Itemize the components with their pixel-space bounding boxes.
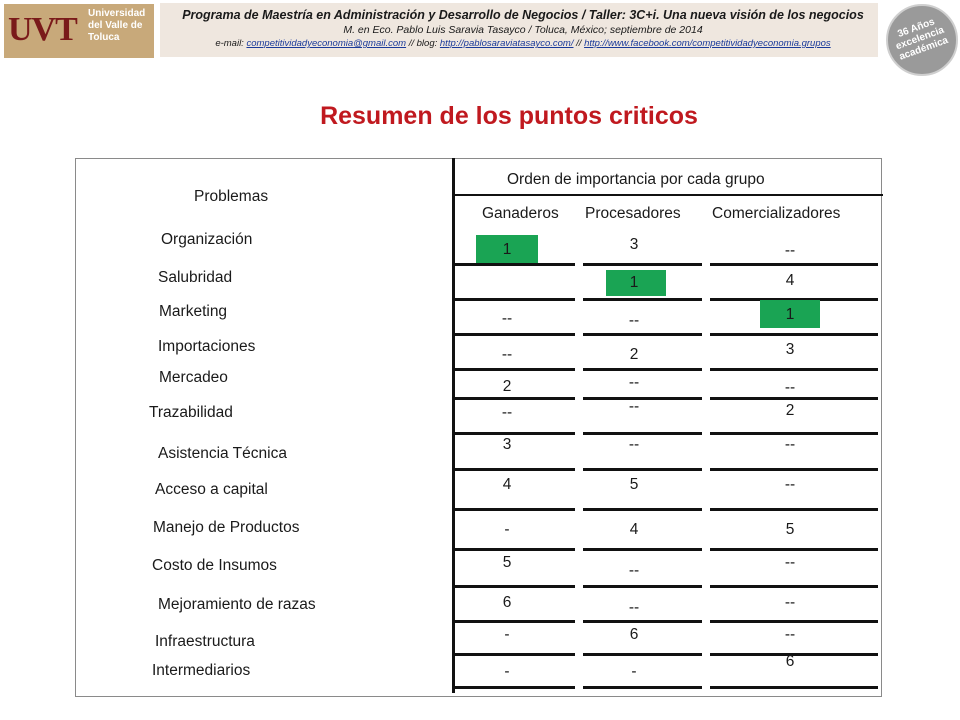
cell-ganaderos: 1 — [502, 241, 512, 258]
row-label: Mejoramiento de razas — [158, 596, 316, 613]
cell-ganaderos: 4 — [502, 476, 512, 493]
cell-ganaderos: 3 — [502, 436, 512, 453]
cell-comercializadores: -- — [784, 476, 796, 493]
facebook-link[interactable]: http://www.facebook.com/competitividadyeconomia.grupos — [584, 38, 831, 49]
column-header-problems: Problemas — [194, 188, 269, 205]
row-divider — [455, 432, 878, 435]
contact-line — [173, 38, 873, 49]
logo-wordmark: UVT — [8, 11, 77, 48]
column-header-ganaderos: Ganaderos — [482, 205, 559, 222]
cell-procesadores: -- — [628, 436, 640, 453]
column-header-procesadores: Procesadores — [585, 205, 681, 222]
row-label: Intermediarios — [152, 662, 251, 679]
cell-ganaderos: 2 — [502, 378, 512, 395]
cell-comercializadores: 6 — [785, 653, 795, 670]
logo-caption: Universidad del Valle de Toluca — [88, 8, 146, 43]
group-header: Orden de importancia por cada grupo — [507, 171, 765, 188]
row-divider — [455, 368, 878, 371]
row-divider — [455, 686, 878, 689]
column-header-comercializadores: Comercializadores — [712, 205, 841, 222]
row-divider — [455, 620, 878, 623]
cell-comercializadores: -- — [784, 242, 796, 259]
blog-label: // blog: — [408, 38, 438, 49]
row-label: Infraestructura — [155, 633, 255, 650]
group-header-divider — [455, 194, 883, 196]
cell-ganaderos: -- — [501, 404, 513, 421]
cell-ganaderos: 6 — [502, 594, 512, 611]
cell-procesadores: -- — [628, 312, 640, 329]
cell-procesadores: - — [631, 663, 637, 680]
email-label: e-mail: — [215, 38, 244, 49]
row-label: Organización — [161, 231, 253, 248]
cell-procesadores: -- — [628, 562, 640, 579]
row-divider — [455, 333, 878, 336]
author-line: M. en Eco. Pablo Luis Saravia Tasayco / Toluca, México; septiembre de 2014 — [343, 24, 703, 36]
cell-comercializadores: 5 — [785, 521, 795, 538]
column-gap — [575, 260, 583, 695]
column-gap — [702, 260, 710, 695]
cell-ganaderos: 5 — [502, 554, 512, 571]
cell-comercializadores: -- — [784, 554, 796, 571]
cell-ganaderos: - — [504, 663, 510, 680]
row-label: Acceso a capital — [155, 481, 268, 498]
cell-procesadores: 4 — [629, 521, 639, 538]
row-label: Trazabilidad — [149, 404, 233, 421]
cell-comercializadores: 2 — [785, 402, 795, 419]
cell-ganaderos: -- — [501, 310, 513, 327]
row-divider — [455, 468, 878, 471]
row-label: Marketing — [159, 303, 228, 320]
blog-link[interactable]: http://pablosaraviatasayco.com/ — [439, 38, 574, 49]
row-divider — [455, 548, 878, 551]
row-label: Asistencia Técnica — [158, 445, 287, 462]
separator: // — [576, 38, 582, 49]
cell-ganaderos: -- — [501, 346, 513, 363]
cell-procesadores: 2 — [629, 346, 639, 363]
row-divider — [455, 397, 878, 400]
cell-procesadores: 1 — [629, 274, 639, 291]
cell-comercializadores: 1 — [785, 306, 795, 323]
row-label: Mercadeo — [159, 369, 228, 386]
row-label: Manejo de Productos — [153, 519, 300, 536]
row-label: Costo de Insumos — [152, 557, 277, 574]
cell-procesadores: -- — [628, 599, 640, 616]
cell-comercializadores: -- — [784, 594, 796, 611]
column-divider — [452, 158, 455, 693]
cell-ganaderos: - — [504, 626, 510, 643]
cell-comercializadores: -- — [784, 379, 796, 396]
cell-comercializadores: -- — [784, 626, 796, 643]
row-divider — [455, 508, 878, 511]
seal-caption: 36 Años excelencia académica — [894, 16, 950, 63]
row-label: Importaciones — [158, 338, 256, 355]
cell-procesadores: -- — [628, 374, 640, 391]
cell-procesadores: 6 — [629, 626, 639, 643]
cell-procesadores: 5 — [629, 476, 639, 493]
email-link[interactable]: competitividadyeconomia@gmail.com — [246, 38, 407, 49]
row-divider — [455, 585, 878, 588]
cell-ganaderos: - — [504, 521, 510, 538]
cell-procesadores: 3 — [629, 236, 639, 253]
row-label: Salubridad — [158, 269, 233, 286]
cell-procesadores: -- — [628, 398, 640, 415]
program-title: Programa de Maestría en Administración y Desarrollo de Negocios / Taller: 3C+i. Una nueva visión de los negocios — [182, 8, 864, 22]
row-divider — [455, 263, 878, 266]
row-divider — [455, 653, 878, 656]
page-title: Resumen de los puntos criticos — [320, 102, 698, 130]
cell-comercializadores: -- — [784, 436, 796, 453]
cell-comercializadores: 4 — [785, 272, 795, 289]
cell-comercializadores: 3 — [785, 341, 795, 358]
